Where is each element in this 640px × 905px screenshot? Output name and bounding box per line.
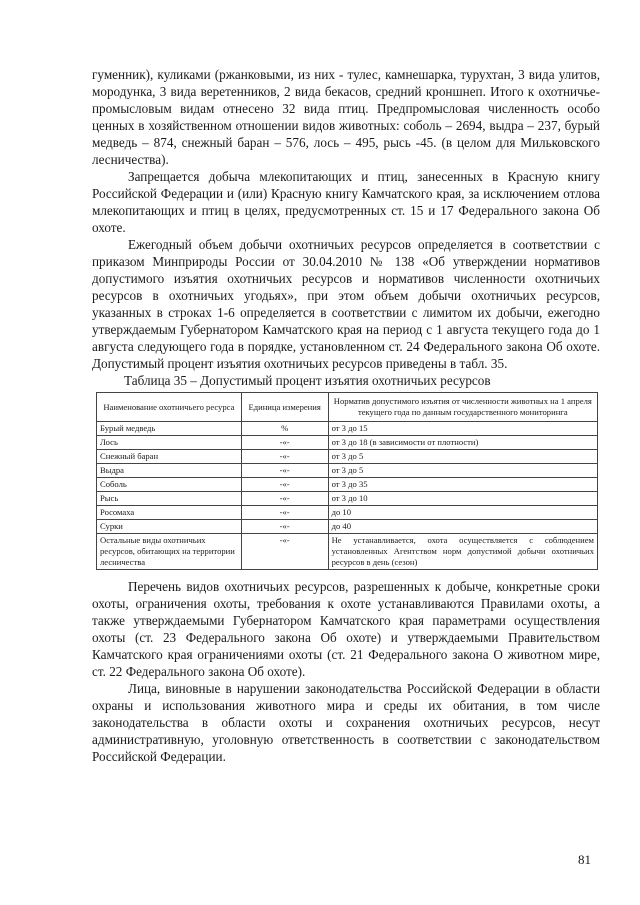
cell-norm: от 3 до 18 (в зависимости от плотности) [328, 436, 597, 450]
table-row [97, 506, 598, 520]
paragraph-3: Ежегодный объем добычи охотничьих ресурсов определяется в соответствии с приказом Минприроды России от 30.04.2010 № 138 «Об утверждении нормативов допустимого изъятия охотничьих ресурсов и нормативов численности охотничьих ресурсов в охотничьих угодьях», при этом объем добычи охотничьих ресурсов, указанных в строках 1-6 определяется в соответствии с лимитом их добычи, ежегодно утверждаемым Губернатором Камчатского края на период с 1 августа текущего года до 1 августа следующего года в порядке, установленном ст. 24 Федерального закона Об охоте. Допустимый процент изъятия охотничьих ресурсов приведены в табл. 35. [92, 237, 600, 371]
paragraph-5: Лица, виновные в нарушении законодательства Российской Федерации в области охраны и использования животного мира и среды их обитания, в том числе законодательства в области охоты и сохранения охотничьих ресурсов, несут административную, уголовную ответственность в соответствии с законодательством Российской Федерации. [92, 681, 600, 764]
cell-name: Сурки [97, 520, 242, 534]
cell-name: Снежный баран [97, 450, 242, 464]
paragraph-4: Перечень видов охотничьих ресурсов, разрешенных к добыче, конкретные сроки охоты, ограничения охоты, требования к охоте устанавливаются Правилами охоты, а также утверждаемыми Губернатором Камчатского края параметрами осуществления охоты (ст. 23 Федерального закона Об охоте) и утверждаемыми Правительством Камчатского края ограничениями охоты (ст. 21 Федерального закона О животном мире, ст. 22 Федерального закона Об охоте). [92, 579, 600, 679]
table-header-row [97, 393, 598, 422]
cell-unit: -«- [241, 506, 328, 520]
paragraph-2: Запрещается добыча млекопитающих и птиц, занесенных в Красную книгу Российской Федерации и (или) Красную книгу Камчатского края, за исключением отлова млекопитающих и птиц в целях, предусмотренных ст. 15 и 17 Федерального закона Об охоте. [92, 169, 600, 235]
table-row [97, 492, 598, 506]
cell-unit: % [241, 422, 328, 436]
header-resource: Наименование охотничьего ресурса [97, 393, 242, 422]
cell-unit: -«- [241, 464, 328, 478]
table-row [97, 520, 598, 534]
paragraph-1: гуменник), куликами (ржанковыми, из них - тулес, камнешарка, турухтан, 3 вида улитов, мородунка, 3 вида веретенников, 2 вида бекасов, средний кроншнеп. Итого к охотничье-промысловым видам отнесено 32 вида птиц. Предпромысловая численность особо ценных в хозяйственном отношении видов животных: соболь – 2694, выдра – 237, бурый медведь – 874, снежный баран – 576, лось – 495, рысь -45. (в целом для Мильковского лесничества). [92, 67, 600, 167]
cell-name: Выдра [97, 464, 242, 478]
cell-norm: до 40 [328, 520, 597, 534]
harvest-table [96, 392, 598, 570]
table-caption: Таблица 35 – Допустимый процент изъятия охотничьих ресурсов [124, 373, 491, 388]
cell-norm: до 10 [328, 506, 597, 520]
cell-name: Росомаха [97, 506, 242, 520]
cell-name: Рысь [97, 492, 242, 506]
cell-unit: -«- [241, 436, 328, 450]
cell-norm: Не устанавливается, охота осуществляется с соблюдением установленных Агентством норм допустимой добычи охотничьих ресурсов в день (сезон) [328, 534, 597, 570]
cell-norm: от 3 до 10 [328, 492, 597, 506]
table-row [97, 464, 598, 478]
cell-unit: -«- [241, 478, 328, 492]
table-row [97, 436, 598, 450]
header-norm: Норматив допустимого изъятия от численности животных на 1 апреля текущего года по данным государственного мониторинга [328, 393, 597, 422]
cell-norm: от 3 до 5 [328, 450, 597, 464]
header-unit: Единица измерения [241, 393, 328, 422]
table-row [97, 450, 598, 464]
cell-norm: от 3 до 15 [328, 422, 597, 436]
cell-name: Соболь [97, 478, 242, 492]
cell-norm: от 3 до 5 [328, 464, 597, 478]
document-page [92, 66, 600, 765]
cell-norm: от 3 до 35 [328, 478, 597, 492]
cell-unit: -«- [241, 520, 328, 534]
cell-name: Остальные виды охотничьих ресурсов, обитающих на территории лесничества [97, 534, 242, 570]
cell-name: Бурый медведь [97, 422, 242, 436]
cell-unit: -«- [241, 492, 328, 506]
cell-unit: -«- [241, 450, 328, 464]
table-row [97, 422, 598, 436]
cell-unit: -«- [241, 534, 328, 570]
table-row [97, 478, 598, 492]
cell-name: Лось [97, 436, 242, 450]
page-number: 81 [578, 852, 591, 867]
table-row [97, 534, 598, 570]
